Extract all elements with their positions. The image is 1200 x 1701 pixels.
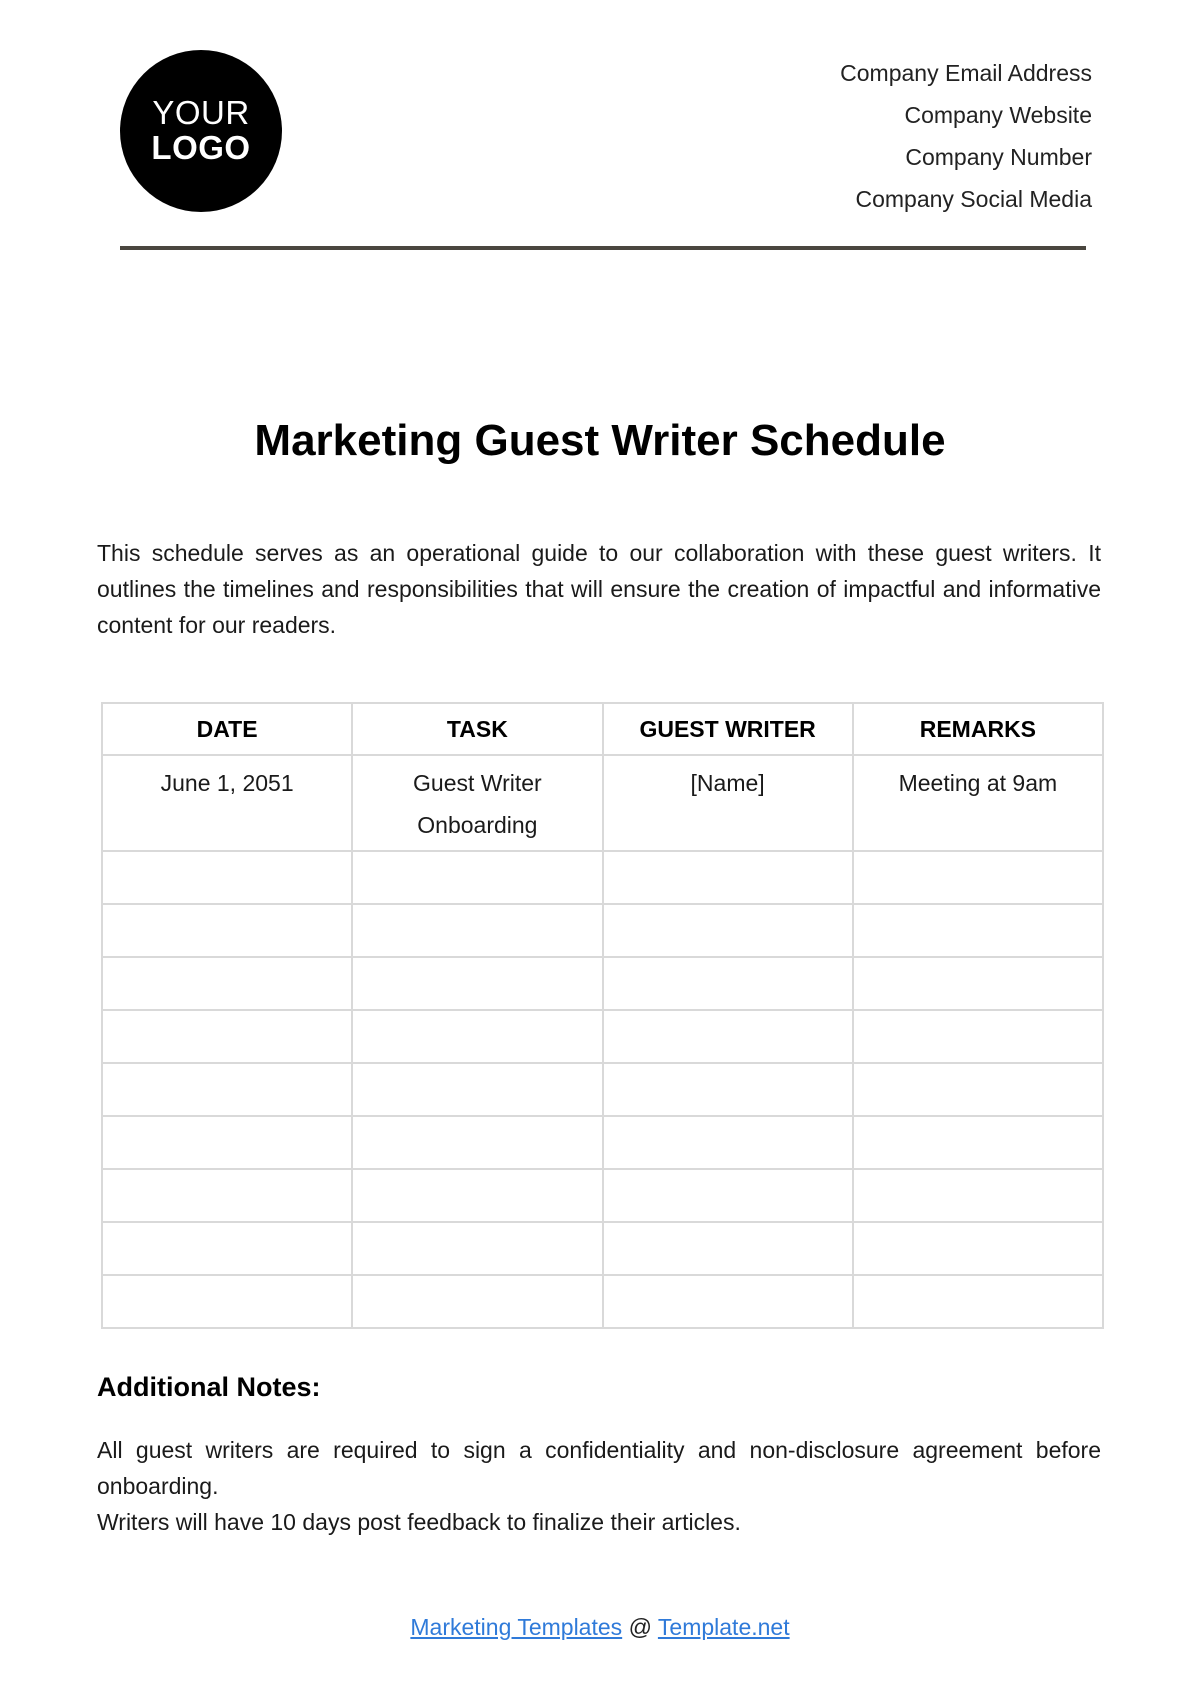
empty-cell [102, 1116, 352, 1169]
empty-cell [102, 1222, 352, 1275]
note-item: All guest writers are required to sign a confidentiality and non-disclosure agreement before onboarding. [97, 1437, 1101, 1499]
table-row [102, 755, 1103, 851]
empty-cell [352, 1010, 602, 1063]
cell-date: June 1, 2051 [102, 755, 352, 851]
empty-cell [853, 904, 1103, 957]
empty-cell [102, 851, 352, 904]
header-remarks: REMARKS [853, 703, 1103, 755]
empty-cell [603, 1116, 853, 1169]
empty-cell [352, 1169, 602, 1222]
empty-cell [603, 1063, 853, 1116]
empty-cell [603, 851, 853, 904]
empty-cell [102, 1010, 352, 1063]
empty-cell [352, 1222, 602, 1275]
notes-heading: Additional Notes: [97, 1372, 321, 1402]
empty-cell [102, 1063, 352, 1116]
notes-body [97, 1432, 1101, 1540]
company-email: Company Email Address [840, 60, 1092, 86]
table-row-empty [102, 957, 1103, 1010]
header-task: TASK [352, 703, 602, 755]
empty-cell [853, 957, 1103, 1010]
header-divider [120, 246, 1086, 250]
empty-cell [853, 1010, 1103, 1063]
table-row-empty [102, 1010, 1103, 1063]
table-row-empty [102, 1222, 1103, 1275]
empty-cell [853, 1222, 1103, 1275]
empty-cell [603, 1169, 853, 1222]
empty-cell [603, 1010, 853, 1063]
empty-cell [853, 1169, 1103, 1222]
empty-cell [352, 1063, 602, 1116]
logo-line-2: LOGO [151, 129, 251, 166]
cell-task: Guest Writer Onboarding [352, 755, 602, 851]
template-net-link[interactable]: Template.net [657, 1614, 790, 1640]
table-row-empty [102, 1275, 1103, 1328]
empty-cell [853, 851, 1103, 904]
header-guest-writer: GUEST WRITER [603, 703, 853, 755]
table-row-empty [102, 1116, 1103, 1169]
table-row-empty [102, 904, 1103, 957]
table-row-empty [102, 1063, 1103, 1116]
table-row-empty [102, 1169, 1103, 1222]
empty-cell [352, 957, 602, 1010]
empty-cell [853, 1275, 1103, 1328]
empty-cell [853, 1063, 1103, 1116]
footer-separator: @ [628, 1614, 652, 1640]
marketing-templates-link[interactable]: Marketing Templates [410, 1614, 623, 1640]
empty-cell [352, 1116, 602, 1169]
intro-paragraph: This schedule serves as an operational guide to our collaboration with these guest writers. It outlines the timelines and responsibilities that will ensure the creation of impactful and informative content for our readers. [97, 540, 1101, 638]
company-logo [120, 50, 282, 212]
empty-cell [603, 1275, 853, 1328]
table-row-empty [102, 851, 1103, 904]
empty-cell [352, 1275, 602, 1328]
company-contact-block [840, 52, 1092, 220]
footer [0, 1614, 1200, 1641]
table-header-row [102, 703, 1103, 755]
note-item: Writers will have 10 days post feedback to finalize their articles. [97, 1509, 741, 1535]
empty-cell [853, 1116, 1103, 1169]
company-social-media: Company Social Media [855, 186, 1092, 212]
document-title: Marketing Guest Writer Schedule [254, 416, 946, 465]
empty-cell [352, 904, 602, 957]
empty-cell [102, 904, 352, 957]
empty-cell [603, 957, 853, 1010]
empty-cell [102, 957, 352, 1010]
logo-line-1: YOUR [152, 94, 250, 132]
company-number: Company Number [905, 144, 1092, 170]
header-date: DATE [102, 703, 352, 755]
empty-cell [603, 1222, 853, 1275]
schedule-table [101, 702, 1104, 1329]
empty-cell [102, 1169, 352, 1222]
company-website: Company Website [904, 102, 1092, 128]
empty-cell [352, 851, 602, 904]
empty-cell [603, 904, 853, 957]
empty-cell [102, 1275, 352, 1328]
cell-guest-writer: [Name] [603, 755, 853, 851]
cell-remarks: Meeting at 9am [853, 755, 1103, 851]
